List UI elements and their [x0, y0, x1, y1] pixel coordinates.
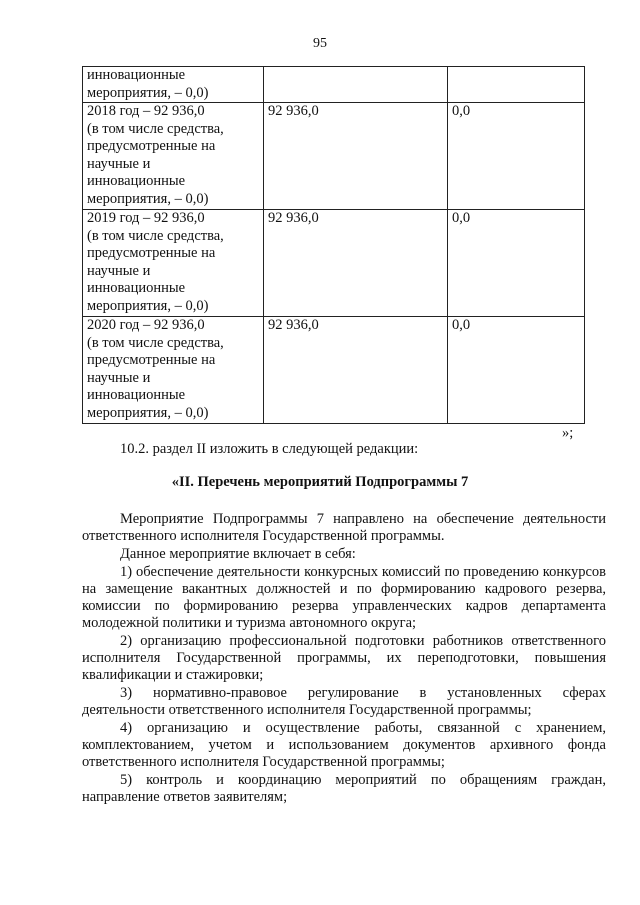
- paragraph: Данное мероприятие включает в себя:: [120, 546, 356, 562]
- table-cell-period: инновационные мероприятия, – 0,0): [83, 67, 264, 103]
- table-cell-extra: [448, 67, 585, 103]
- table-cell-extra: 0,0: [448, 103, 585, 210]
- amendment-instruction: 10.2. раздел II изложить в следующей редакции:: [120, 441, 419, 457]
- paragraph: 3) нормативно-правовое регулирование в установленных сферах деятельности ответственного исполнителя Государственной программы;: [82, 685, 606, 718]
- funding-table: [82, 66, 585, 424]
- table-cell-extra: 0,0: [448, 317, 585, 424]
- table-row: [83, 67, 585, 103]
- paragraph: 2) организацию профессиональной подготовки работников ответственного исполнителя Государственной программы, их переподготовки, повышения квалификации и стажировки;: [82, 633, 606, 683]
- closing-quote: »;: [562, 425, 574, 441]
- section-body: [82, 511, 606, 806]
- table-cell-period: 2018 год – 92 936,0 (в том числе средства, предусмотренные на научные и инновационные мероприятия, – 0,0): [83, 103, 264, 210]
- table-cell-amount: 92 936,0: [264, 210, 448, 317]
- table-cell-extra: 0,0: [448, 210, 585, 317]
- paragraph: 1) обеспечение деятельности конкурсных комиссий по проведению конкурсов на замещение вакантных должностей и по формированию кадрового резерва, комиссии по формированию резерва управленческих кадров департамента молодежной политики и туризма автономного округа;: [82, 564, 606, 631]
- table-cell-amount: 92 936,0: [264, 103, 448, 210]
- table-row: [83, 317, 585, 424]
- table-cell-amount: 92 936,0: [264, 317, 448, 424]
- section-heading: «II. Перечень мероприятий Подпрограммы 7: [171, 474, 469, 490]
- paragraph: Мероприятие Подпрограммы 7 направлено на обеспечение деятельности ответственного исполнителя Государственной программы.: [82, 511, 606, 544]
- paragraph: 5) контроль и координацию мероприятий по обращениям граждан, направление ответов заявителям;: [82, 772, 606, 805]
- table-cell-amount: [264, 67, 448, 103]
- paragraph: 4) организацию и осуществление работы, связанной с хранением, комплектованием, учетом и использованием документов архивного фонда ответственного исполнителя Государственной программы;: [82, 720, 606, 770]
- table-row: [83, 103, 585, 210]
- page-number: 95: [313, 36, 327, 51]
- table-row: [83, 210, 585, 317]
- table-cell-period: 2019 год – 92 936,0 (в том числе средства, предусмотренные на научные и инновационные мероприятия, – 0,0): [83, 210, 264, 317]
- table-cell-period: 2020 год – 92 936,0 (в том числе средства, предусмотренные на научные и инновационные мероприятия, – 0,0): [83, 317, 264, 424]
